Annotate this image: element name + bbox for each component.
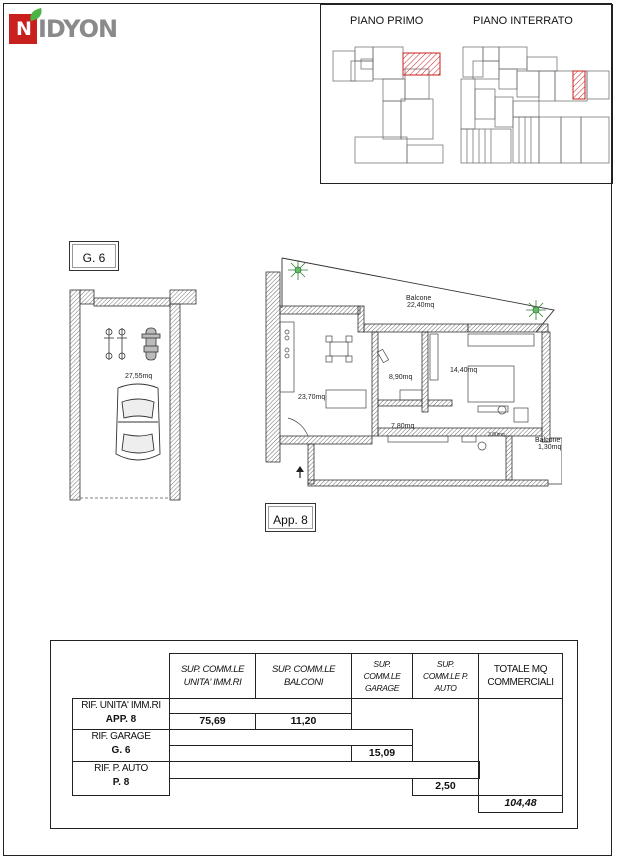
logo-mark: N: [9, 14, 37, 44]
row-auto-name: P. 8: [112, 777, 130, 788]
header-unita: [169, 653, 256, 699]
bath-area: 8,90mq: [389, 374, 413, 381]
apartment-tag-label: App. 8: [268, 506, 313, 529]
header-garage-line2: COMM.LE: [363, 671, 401, 681]
header-garage: [351, 653, 413, 699]
keyplan-label-primo: PIANO PRIMO: [350, 15, 424, 27]
logo-text: IDYON: [38, 15, 118, 43]
bedroom-area: 14,40mq: [450, 367, 478, 374]
wc-area: 3,80mq: [488, 432, 505, 438]
living-area: 23,70mq: [298, 394, 326, 401]
garage-plan: [62, 284, 202, 504]
balcony-label: Balcone: [406, 295, 432, 302]
row-unita-name: APP. 8: [105, 714, 137, 725]
row-auto-top-cell: [169, 761, 480, 779]
header-garage-line3: GARAGE: [365, 683, 399, 693]
apartment-plan: [262, 250, 562, 492]
row-garage-label: RIF. GARAGE: [91, 731, 151, 742]
header-totale: [478, 653, 563, 699]
garage-area: 27,55mq: [125, 373, 153, 380]
row-unita-label: RIF. UNITA' IMM.RI: [81, 700, 161, 711]
row-auto-label: RIF. P. AUTO: [94, 763, 148, 774]
header-balconi-line2: BALCONI: [284, 677, 323, 688]
garage-tag-label: G. 6: [72, 244, 116, 268]
header-auto-line3: AUTO: [434, 683, 457, 693]
header-totale-line1: TOTALE MQ: [493, 664, 548, 675]
header-auto: [412, 653, 479, 699]
header-totale-line2: COMMERCIALI: [487, 677, 554, 688]
row-garage-name: G. 6: [111, 745, 131, 756]
header-balconi: [255, 653, 352, 699]
row-unita-label-cell: [72, 698, 170, 730]
small-balcony-area: 1,30mq: [538, 444, 562, 451]
garage-tag: [69, 241, 119, 271]
company-logo: [9, 10, 119, 46]
balcony-area: 22,40mq: [407, 302, 435, 309]
totale-column-cell: [478, 698, 563, 796]
row-balconi-value: 11,20: [255, 713, 352, 730]
header-auto-line2: COMM.LE P.: [423, 671, 468, 681]
key-plan: [320, 4, 613, 184]
header-unita-line2: UNITA' IMM.RI: [183, 677, 242, 688]
header-auto-line1: SUP.: [436, 659, 455, 669]
keyplan-label-interrato: PIANO INTERRATO: [473, 15, 573, 27]
row-unita-top-cell: [169, 698, 352, 714]
row-unita-value: 75,69: [169, 713, 256, 730]
total-value: 104,48: [478, 795, 563, 813]
row-auto-label-cell: [72, 761, 170, 796]
header-garage-line1: SUP.: [373, 659, 391, 669]
hall-area: 7,80mq: [391, 423, 415, 430]
header-balconi-line1: SUP. COMM.LE: [271, 664, 336, 675]
row-auto-value: 2,50: [412, 778, 479, 796]
small-balcony-label: Balcone: [535, 437, 561, 444]
row-garage-top-cell: [169, 729, 413, 746]
header-unita-line1: SUP. COMM.LE: [180, 664, 245, 675]
row-garage-label-cell: [72, 729, 170, 762]
row-garage-value: 15,09: [351, 745, 413, 762]
keyplan-drawings: [321, 5, 612, 183]
apartment-tag: [265, 503, 316, 532]
